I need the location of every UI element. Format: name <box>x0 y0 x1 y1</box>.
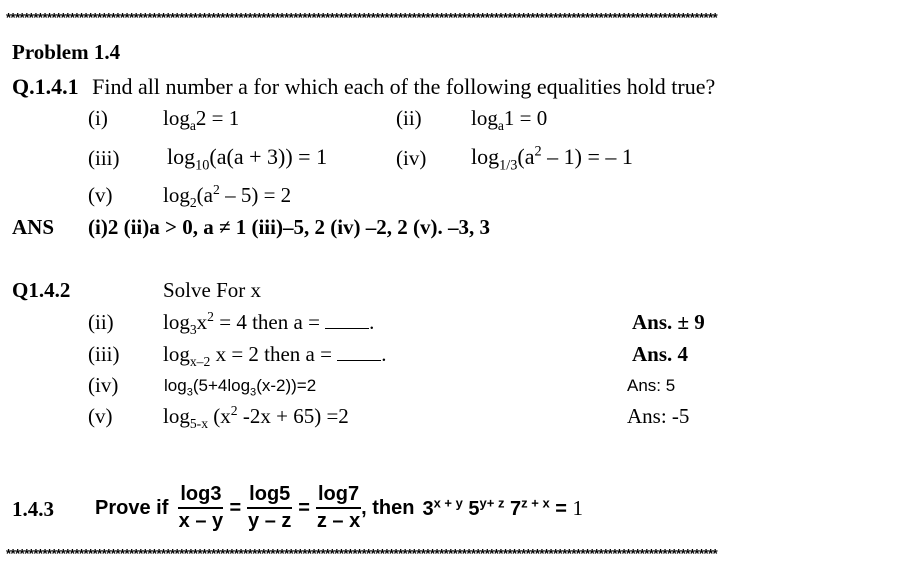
equals-sign: = <box>229 496 242 519</box>
q141-heading <box>12 74 715 100</box>
problem-title: Problem 1.4 <box>12 40 121 64</box>
q141-item-ii-eq: $\log_a1 = 0$ <box>471 106 548 134</box>
q142-item-ii-eq: $\log_3x^2 = 4$ then a = . <box>163 309 375 338</box>
q142-item-iv-answer: Ans: 5 <box>627 376 676 395</box>
q141-item-i-num: (i) <box>88 106 108 130</box>
q141-label: Q.1.4.1 <box>12 74 79 99</box>
fraction-log5: $\frac{\log 5}{y - z}$ <box>248 483 292 532</box>
fraction-log7: $\frac{\log 7}{z - x}$ <box>316 483 361 532</box>
q143-label: 1.4.3 <box>12 497 54 521</box>
equals-sign: = <box>298 496 310 519</box>
q141-item-iii-num: (iii) <box>88 146 120 170</box>
q141-item-v-num: (v) <box>88 183 113 207</box>
prove-if-text: Prove if <box>95 496 169 519</box>
q142-prompt: Solve For x <box>163 278 262 302</box>
q142-item-v-answer: Ans: -5 <box>627 404 690 428</box>
then-text: , then <box>361 496 415 519</box>
q141-item-ii-num: (ii) <box>396 106 422 130</box>
q141-prompt: Find all number a for which each of the following equalities hold true? <box>92 74 716 99</box>
q141-answer-label: ANS <box>12 215 55 239</box>
q142-item-iii-eq: $\log_{x-2} x = 2$ then a = . <box>163 342 387 370</box>
q142-item-iii-answer: Ans. 4 <box>632 342 689 366</box>
q143-statement <box>95 473 583 543</box>
q141-item-i-eq: $\log_a2 = 1$ <box>163 106 240 134</box>
fraction-log3: $\frac{\log 3}{x - y}$ <box>178 483 224 532</box>
q142-item-iii-num: (iii) <box>88 342 120 366</box>
q142-item-iv-num: (iv) <box>88 373 119 397</box>
q142-item-v-eq: $\log_{5-x} (x^2$ -2x + 65) =2 <box>163 403 349 432</box>
q142-label: Q1.4.2 <box>12 278 71 302</box>
result-expression: $3^{x + y}$ $5^{y+ z}$ $7^{z + x} = 1$ <box>422 494 584 520</box>
q142-item-v-num: (v) <box>88 404 113 428</box>
q141-item-v-eq: $\log_2(a^2 - 5) = 2$ <box>163 182 292 211</box>
q141-item-iv-num: (iv) <box>396 146 427 170</box>
q142-item-iv-eq: $\log_3(5+4\log_3(x-2))=2$ <box>164 376 317 399</box>
answer-blank <box>337 346 381 361</box>
top-separator: ************************************************************************************************************************************************************ <box>6 10 718 25</box>
answer-blank <box>325 314 369 329</box>
q142-item-ii-num: (ii) <box>88 310 114 334</box>
q141-item-iv-eq: $\log_{1/3}(a^2 - 1)$ = – 1 <box>471 143 633 174</box>
bottom-separator: ************************************************************************************************************************************************************ <box>6 546 718 561</box>
q141-answer-text: (i)2 (ii)a > 0, a ≠ 1 (iii)–5, 2 (iv) –2, 2 (v). –3, 3 <box>88 215 491 239</box>
q141-item-iii-eq: $\log_{10}(a(a + 3)) = 1$ <box>167 144 328 174</box>
q142-item-ii-answer: Ans. ± 9 <box>632 310 705 334</box>
